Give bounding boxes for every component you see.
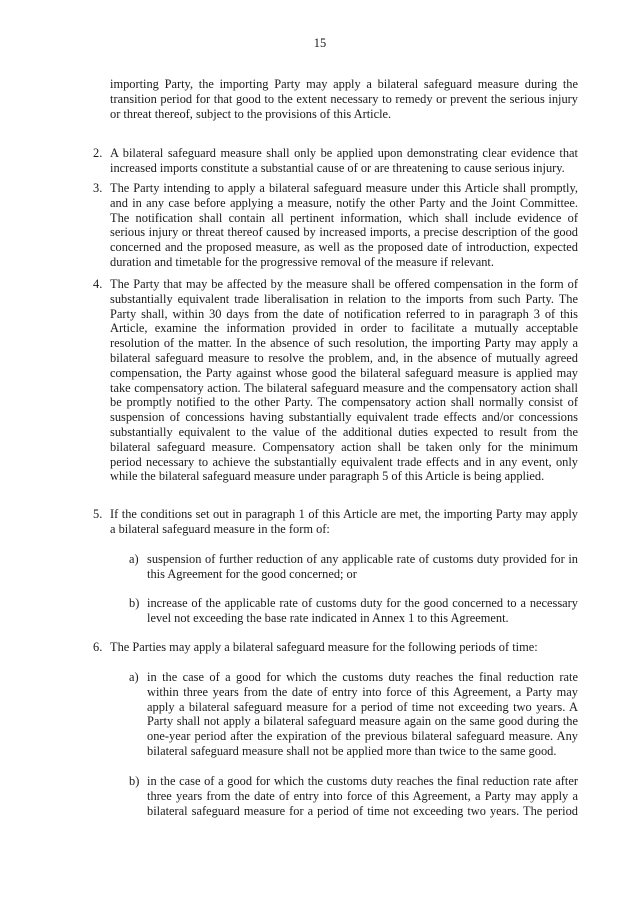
text-line: duration and timetable for the progressive removal of the measure if relevant. [110, 254, 494, 269]
text-line: The Party intending to apply a bilateral safeguard measure under this Article shall promptly, [110, 181, 578, 195]
paragraph-label: a) [129, 552, 139, 566]
text-line: increase of the applicable rate of customs duty for the good concerned to a necessary [147, 596, 578, 610]
paragraph-label: 5. [93, 507, 103, 521]
text-line: suspension of concessions having substantially equivalent trade effects and/or concessions [110, 410, 578, 425]
text-line: three years from the date of entry into force of this Agreement, a Party may apply a [147, 788, 578, 803]
text-line: level not exceeding the base rate indicated in Annex 1 to this Agreement. [147, 610, 509, 625]
text-line: apply a bilateral safeguard measure for a period of time not exceeding two years. A [147, 699, 578, 714]
text-line: compensation, the Party against whose good the bilateral safeguard measure is applied may [110, 365, 578, 380]
paragraph-label: a) [129, 670, 139, 684]
text-line: a bilateral safeguard measure in the form of: [110, 521, 330, 536]
text-line: period necessary to achieve the substantially equivalent trade effects and in any event, only [110, 454, 578, 469]
text-line: in the case of a good for which the customs duty reaches the final reduction rate [147, 670, 578, 684]
text-line: The Parties may apply a bilateral safeguard measure for the following periods of time: [110, 640, 538, 654]
text-line: bilateral safeguard measure for a period of time not exceeding two years. The period [147, 803, 578, 818]
paragraph [110, 77, 578, 121]
paragraph [93, 181, 578, 270]
paragraph-label: 4. [93, 277, 103, 291]
paragraph [93, 640, 578, 655]
text-line: The Party that may be affected by the measure shall be offered compensation in the form of [110, 277, 578, 291]
text-line: serious injury or threat thereof caused by increased imports, a precise description of the good [110, 225, 578, 240]
paragraph [93, 507, 578, 537]
text-line: If the conditions set out in paragraph 1 of this Article are met, the importing Party may apply [110, 507, 578, 521]
text-line: suspension of further reduction of any applicable rate of customs duty provided for in [147, 552, 578, 566]
paragraph [93, 146, 578, 176]
text-line: bilateral safeguard measure shall not be applied more than twice to the same good. [147, 743, 557, 758]
paragraph-label: 3. [93, 181, 103, 195]
text-line: while the bilateral safeguard measure under paragraph 5 of this Article is being applied. [110, 469, 545, 484]
text-line: Article, examine the information provided in order to facilitate a mutually acceptable [110, 321, 578, 336]
text-line: bilateral safeguard measure to resolve the problem, and, in the absence of mutually agreed [110, 350, 578, 365]
paragraph [93, 277, 578, 484]
text-line: The notification shall contain all pertinent information, which shall include evidence of [110, 210, 578, 225]
text-line: within three years from the date of entry into force of this Agreement, a Party may [147, 684, 578, 699]
page-number: 15 [313, 36, 327, 50]
text-line: or threat thereof, subject to the provisions of this Article. [110, 106, 392, 121]
text-line: bilateral safeguard measure. Compensatory action shall be taken only for the minimum [110, 439, 578, 454]
paragraph-label: 6. [93, 640, 103, 654]
text-line: be promptly notified to the other Party. The compensatory action shall normally consist of [110, 395, 578, 410]
text-line: one-year period after the expiration of the previous bilateral safeguard measure. Any [147, 729, 578, 744]
text-line: importing Party, the importing Party may apply a bilateral safeguard measure during the [110, 77, 578, 91]
text-line: Party shall not apply a bilateral safeguard measure again on the same good during the [147, 714, 578, 729]
text-line: and in any case before applying a measure, notify the other Party and the Joint Committee. [110, 195, 578, 210]
sub-paragraph [129, 552, 578, 582]
text-line: concerned and the proposed measure, as well as the proposed date of introduction, expected [110, 240, 578, 255]
paragraph-label: b) [129, 596, 140, 610]
text-line: substantially equivalent to the value of the additional duties expected to result from the [110, 424, 578, 439]
text-line: resolution of the matter. In the absence of such resolution, the importing Party may apply a [110, 336, 578, 351]
text-line: increased imports constitute a substantial cause of or are threatening to cause serious injury. [110, 160, 565, 175]
text-line: A bilateral safeguard measure shall only be applied upon demonstrating clear evidence that [110, 146, 578, 160]
sub-paragraph [129, 774, 578, 818]
text-line: this Agreement for the good concerned; or [147, 566, 357, 581]
text-line: Party shall, within 30 days from the date of notification referred to in paragraph 3 of this [110, 306, 578, 321]
text-line: substantially equivalent trade liberalisation in relation to the imports from such Party. The [110, 291, 578, 306]
sub-paragraph [129, 670, 578, 759]
paragraph-label: b) [129, 774, 140, 788]
text-line: take compensatory action. The bilateral safeguard measure and the compensatory action shall [110, 380, 578, 395]
text-line: in the case of a good for which the customs duty reaches the final reduction rate after [147, 774, 578, 788]
sub-paragraph [129, 596, 578, 626]
paragraph-label: 2. [93, 146, 103, 160]
text-line: transition period for that good to the extent necessary to remedy or prevent the serious injury [110, 91, 578, 106]
